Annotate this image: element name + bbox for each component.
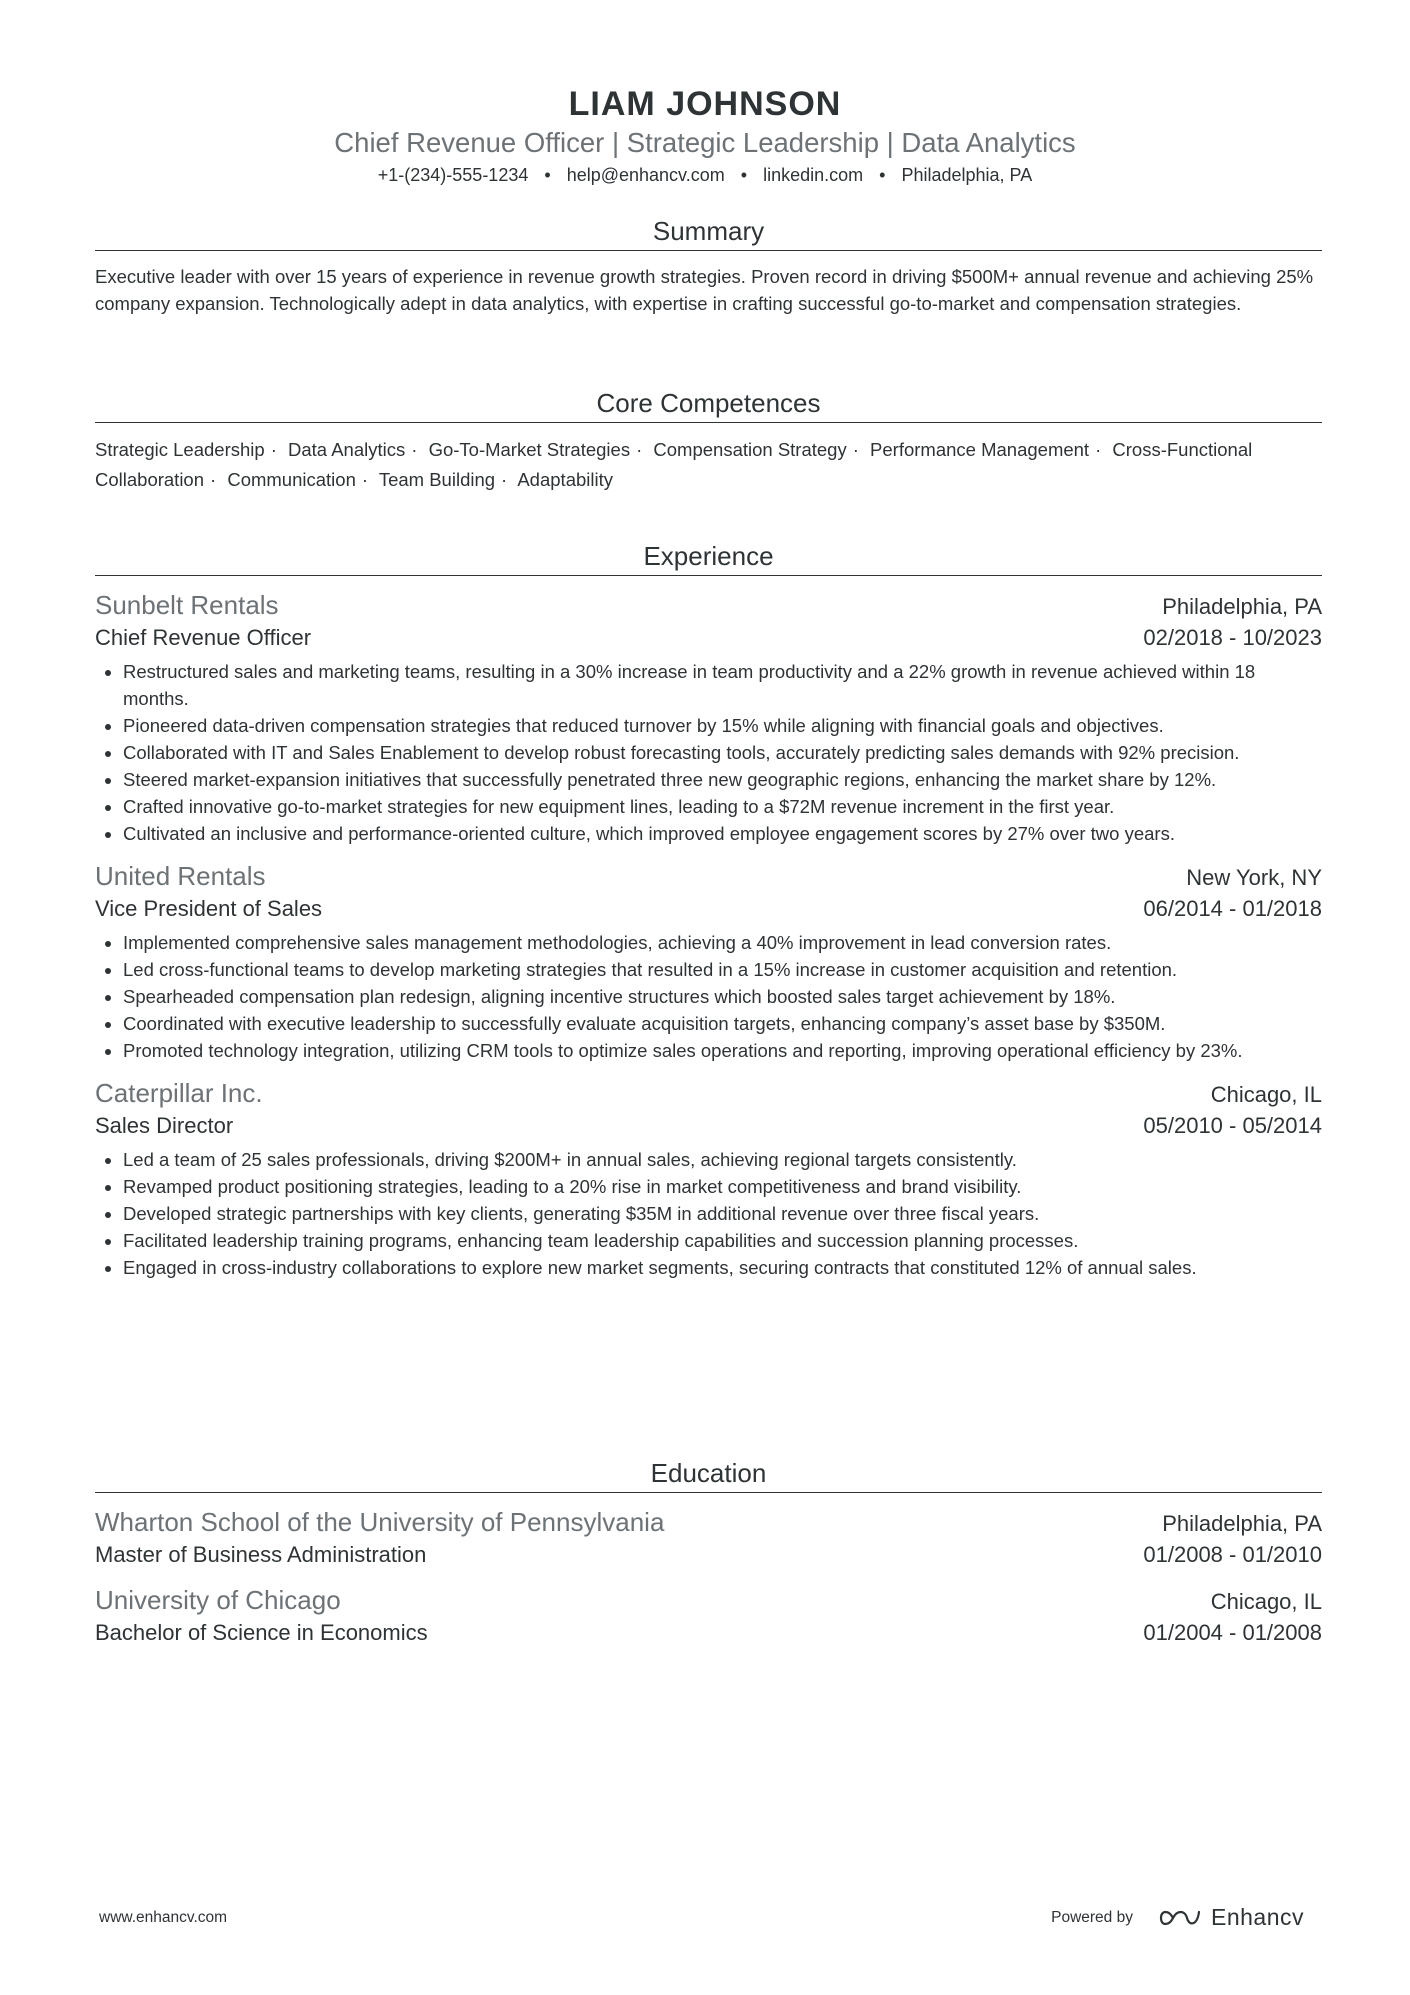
competence-item: Compensation Strategy	[653, 439, 847, 460]
education-dates: 01/2004 - 01/2008	[1143, 1620, 1322, 1645]
degree-name: Master of Business Administration	[95, 1542, 427, 1567]
education-entry	[95, 1583, 1322, 1649]
powered-by-label: Powered by	[1051, 1908, 1133, 1926]
company-name: Sunbelt Rentals	[95, 590, 279, 620]
achievement-item: • Steered market-expansion initiatives that successfully penetrated three new geographic regions, enhancing the market share by 12%.	[123, 766, 1322, 793]
entry-degree-row	[95, 1539, 1322, 1571]
achievement-item: • Cultivated an inclusive and performance-oriented culture, which improved employee engagement scores by 27% over two years.	[123, 820, 1322, 847]
competence-item: Strategic Leadership	[95, 439, 265, 460]
achievement-item: • Implemented comprehensive sales management methodologies, achieving a 40% improvement in lead conversion rates.	[123, 929, 1322, 956]
entry-header-row	[95, 588, 1322, 622]
entry-degree-row	[95, 1617, 1322, 1649]
competence-separator: ·	[270, 439, 277, 460]
education-entry	[95, 1505, 1322, 1571]
competence-item: Go-To-Market Strategies	[428, 439, 631, 460]
experience-entry	[95, 1076, 1322, 1281]
experience-list	[95, 588, 1322, 1281]
experience-entry	[95, 588, 1322, 847]
summary-section	[95, 214, 1322, 317]
competence-item: Data Analytics	[288, 439, 406, 460]
education-section	[95, 1456, 1322, 1661]
entry-role-row	[95, 622, 1322, 654]
competence-separator: ·	[411, 439, 418, 460]
entry-role-row	[95, 1110, 1322, 1142]
competence-separator: ·	[210, 469, 217, 490]
achievement-list	[95, 929, 1322, 1064]
job-location: Philadelphia, PA	[1162, 594, 1322, 619]
competence-item: Adaptability	[517, 469, 613, 490]
job-title: Vice President of Sales	[95, 896, 323, 921]
experience-entry	[95, 859, 1322, 1064]
job-dates: 05/2010 - 05/2014	[1143, 1113, 1322, 1138]
school-location: Chicago, IL	[1210, 1589, 1322, 1614]
achievement-item: • Spearheaded compensation plan redesign, aligning incentive structures which boosted sales target achievement by 18%.	[123, 983, 1322, 1010]
section-divider	[95, 1492, 1322, 1493]
enhancv-brand[interactable]	[1157, 1904, 1304, 1931]
achievement-item: • Revamped product positioning strategies, leading to a 20% rise in market competitiveness and brand visibility.	[123, 1173, 1322, 1200]
competence-separator: ·	[501, 469, 508, 490]
contact-phone: +1-(234)-555-1234	[377, 165, 529, 185]
school-name: Wharton School of the University of Pennsylvania	[95, 1507, 665, 1537]
competence-item: Communication	[227, 469, 356, 490]
brand-name: Enhancv	[1210, 1904, 1304, 1930]
enhancv-logo-icon	[1157, 1906, 1203, 1930]
contact-location: Philadelphia, PA	[901, 165, 1033, 185]
achievement-item: • Restructured sales and marketing teams, resulting in a 30% increase in team productivity and a 22% growth in revenue achieved within 18 months.	[123, 658, 1322, 712]
job-dates: 02/2018 - 10/2023	[1143, 625, 1322, 650]
summary-title: Summary	[652, 216, 765, 246]
achievement-list	[95, 1146, 1322, 1281]
achievement-item: • Coordinated with executive leadership to successfully evaluate acquisition targets, enhancing company’s asset base by $350M.	[123, 1010, 1322, 1037]
section-divider	[95, 250, 1322, 251]
candidate-headline: Chief Revenue Officer | Strategic Leadership | Data Analytics	[334, 127, 1076, 158]
competence-item: Performance Management	[870, 439, 1090, 460]
job-location: New York, NY	[1186, 865, 1322, 890]
resume-header	[0, 84, 1410, 187]
entry-header-row	[95, 1505, 1322, 1539]
contact-linkedin[interactable]: linkedin.com	[763, 165, 864, 185]
competence-separator: ·	[1095, 439, 1102, 460]
school-location: Philadelphia, PA	[1162, 1511, 1322, 1536]
education-title: Education	[650, 1458, 767, 1488]
competences-title: Core Competences	[596, 388, 821, 418]
achievement-item: • Led cross-functional teams to develop marketing strategies that resulted in a 15% increase in customer acquisition and retention.	[123, 956, 1322, 983]
entry-role-row	[95, 893, 1322, 925]
section-divider	[95, 575, 1322, 576]
summary-text: Executive leader with over 15 years of experience in revenue growth strategies. Proven record in driving $500M+ annual revenue and achieving 25% company expansion. Technologically adept in data analytics, with expertise in crafting successful go-to-market and compensation strategies.	[95, 266, 1314, 314]
contact-line	[0, 163, 1410, 187]
footer-branding	[1051, 1904, 1304, 1931]
competences-section	[95, 386, 1322, 495]
competence-item: Cross-Functional Collaboration	[95, 439, 1253, 490]
job-dates: 06/2014 - 01/2018	[1143, 896, 1322, 921]
footer-url[interactable]: www.enhancv.com	[99, 1908, 228, 1926]
achievement-item: • Pioneered data-driven compensation strategies that reduced turnover by 15% while aligning with financial goals and objectives.	[123, 712, 1322, 739]
entry-header-row	[95, 859, 1322, 893]
education-dates: 01/2008 - 01/2010	[1143, 1542, 1322, 1567]
degree-name: Bachelor of Science in Economics	[95, 1620, 428, 1645]
achievement-item: • Crafted innovative go-to-market strategies for new equipment lines, leading to a $72M revenue increment in the first year.	[123, 793, 1322, 820]
achievement-item: • Promoted technology integration, utilizing CRM tools to optimize sales operations and reporting, improving operational efficiency by 23%.	[123, 1037, 1322, 1064]
competence-item: Team Building	[378, 469, 496, 490]
experience-title: Experience	[643, 541, 774, 571]
competences-list	[95, 435, 1322, 495]
achievement-item: • Engaged in cross-industry collaborations to explore new market segments, securing contracts that constituted 12% of annual sales.	[123, 1254, 1322, 1281]
achievement-list	[95, 658, 1322, 847]
achievement-item: • Led a team of 25 sales professionals, driving $200M+ in annual sales, achieving regional targets consistently.	[123, 1146, 1322, 1173]
section-divider	[95, 422, 1322, 423]
entry-header-row	[95, 1076, 1322, 1110]
company-name: United Rentals	[95, 861, 266, 891]
job-title: Sales Director	[95, 1113, 234, 1138]
job-title: Chief Revenue Officer	[95, 625, 312, 650]
achievement-item: • Facilitated leadership training programs, enhancing team leadership capabilities and succession planning processes.	[123, 1227, 1322, 1254]
school-name: University of Chicago	[95, 1585, 341, 1615]
experience-section	[95, 539, 1322, 1293]
competence-separator: ·	[852, 439, 859, 460]
contact-email[interactable]: help@enhancv.com	[566, 165, 725, 185]
contact-separator: •	[544, 165, 551, 185]
achievement-item: • Collaborated with IT and Sales Enablement to develop robust forecasting tools, accurately predicting sales demands with 92% precision.	[123, 739, 1322, 766]
candidate-name: LIAM JOHNSON	[568, 85, 842, 123]
job-location: Chicago, IL	[1210, 1082, 1322, 1107]
competence-separator: ·	[361, 469, 369, 490]
education-list	[95, 1505, 1322, 1649]
entry-header-row	[95, 1583, 1322, 1617]
page-footer	[99, 1904, 1304, 1931]
company-name: Caterpillar Inc.	[95, 1078, 263, 1108]
contact-separator: •	[879, 165, 886, 185]
competence-separator: ·	[636, 439, 643, 460]
contact-separator: •	[740, 165, 748, 185]
achievement-item: • Developed strategic partnerships with key clients, generating $35M in additional revenue over three fiscal years.	[123, 1200, 1322, 1227]
